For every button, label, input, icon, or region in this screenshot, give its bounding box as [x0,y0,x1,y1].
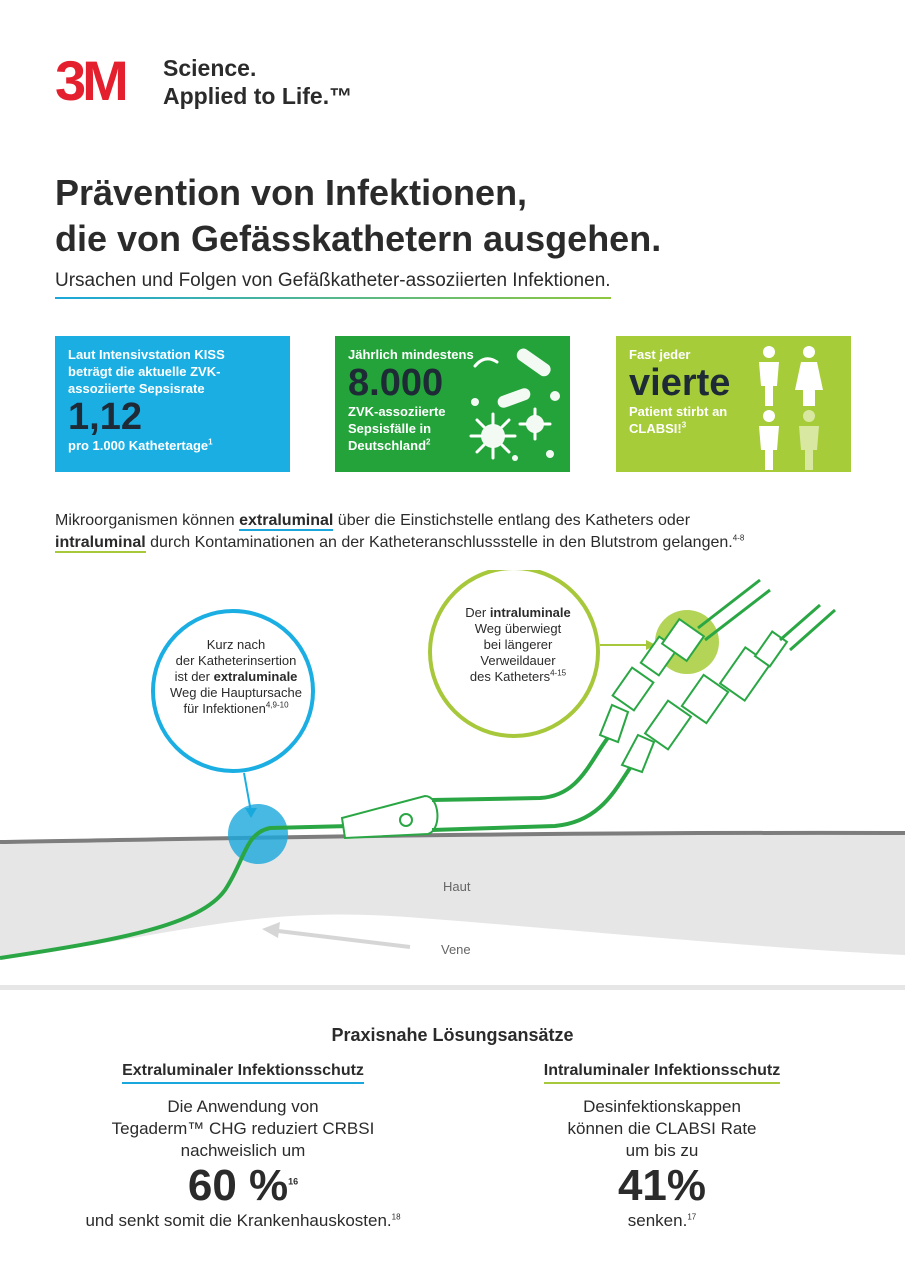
intro-ref: 4-8 [732,533,745,543]
stat-box-sepsis-rate [55,336,290,472]
solution-extraluminal [63,1062,423,1232]
stat1-bottom-text: pro 1.000 Kathetertage [68,438,209,453]
stat3-line1: Fast jeder [629,347,691,362]
bubble1-text [157,637,315,717]
tagline [163,54,352,110]
solution-left-big: 60 % [187,1161,289,1210]
stat2-value: 8.000 [348,362,444,404]
tube-end-1 [780,605,820,640]
page-title [55,170,661,262]
vein-label: Vene [441,942,471,957]
stat2-line1: Jährlich mindestens [348,347,474,362]
stat2-ref: 2 [426,437,431,447]
solution-left-t3: nachweislich um [180,1141,306,1160]
intro-extraluminal: extraluminal [239,512,334,529]
intro-paragraph [55,510,855,554]
stat-box-sepsis-cases [335,336,570,472]
stat1-value: 1,12 [68,396,142,438]
stat2-line3: Sepsisfälle in [348,421,432,436]
bubble1-l5 [157,701,315,717]
bubble1-l4: Weg die Hauptursache [169,685,302,700]
solution-left-t1: Die Anwendung von [167,1097,319,1116]
bubble1-l1: Kurz nach [206,637,266,652]
intro-part1: Mikroorganismen können [55,512,240,529]
bubble2-l3: bei längerer [483,637,553,652]
stat3-value: vierte [629,362,731,404]
solution-right-t2: können die CLABSI Rate [567,1119,757,1138]
solution-left-t4-text: und senkt somit die Krankenhauskosten. [85,1211,392,1230]
tagline-line2: Applied to Life.™ [163,83,353,109]
stat3-line3 [629,420,838,437]
bubble1-l2: der Katheterinsertion [175,653,297,668]
solution-left-big-ref: 16 [288,1176,299,1187]
stat3-ref: 3 [681,420,687,430]
intro-part3: durch Kontaminationen an der Katheteranschlussstelle in den Blutstrom gelangen. [145,534,733,551]
3m-logo-text: 3M [55,56,125,106]
stat1-line1: Laut Intensivstation KISS [68,347,225,362]
stat-box-mortality [616,336,851,472]
stat3-line2: Patient stirbt an [629,404,728,419]
bubble2-l5-text: des Katheters [469,669,551,684]
catheter-hub [342,796,437,838]
bubble2-l1 [448,605,588,621]
solution-left-t4-ref: 18 [391,1212,401,1222]
bubble2-l4: Verweildauer [480,653,556,668]
stat3-line3-text: CLABSI! [629,421,682,436]
bubble2-l1b: intraluminale [489,605,571,620]
bubble2-l5 [448,669,588,685]
tube-end-2 [790,610,835,650]
bubble1-l5-text: für Infektionen [183,701,266,716]
intro-intraluminal: intraluminal [55,534,146,551]
title-line1: Prävention von Infektionen, [55,172,528,213]
solution-intraluminal [482,1062,842,1232]
stat2-line4-text: Deutschland [348,438,427,453]
solutions-title: Praxisnahe Lösungsansätze [331,1025,574,1045]
lumen-upper [432,735,610,800]
intro-part2: über die Einstichstelle entlang des Katheters oder [333,512,691,529]
solution-right-t4-ref: 17 [687,1212,697,1222]
stat1-line2: beträgt die aktuelle ZVK- [68,364,221,379]
solution-left-t2: Tegaderm™ CHG reduziert CRBSI [111,1119,375,1138]
title-line2: die von Gefässkathetern ausgehen. [55,218,662,259]
bubble2-ref: 4-15 [550,668,567,678]
stat2-line4 [348,437,557,454]
bubble2-text [448,605,588,685]
solution-right-t4 [482,1210,842,1232]
skin-label: Haut [443,879,471,894]
stat1-bottom [68,437,277,454]
bubble1-ref: 4,9-10 [265,700,289,710]
stat2-line2: ZVK-assoziierte [348,404,446,419]
bubble2-l2: Weg überwiegt [474,621,562,636]
stat1-line3: assoziierte Sepsisrate [68,381,205,396]
bubble1-l3 [157,669,315,685]
solution-right-big: 41% [617,1161,707,1210]
bubble1-l3a: ist der [174,669,214,684]
solution-left-value [63,1162,423,1210]
tagline-line1: Science. [163,55,257,81]
solution-right-text [482,1096,842,1162]
bubble2-l1a: Der [465,605,490,620]
solution-left-text [63,1096,423,1162]
solution-right-heading: Intraluminaler Infektionsschutz [544,1062,780,1084]
bubble1-l3b: extraluminale [213,669,298,684]
solution-right-t3: um bis zu [625,1141,699,1160]
solution-right-t4-text: senken. [627,1211,688,1230]
solution-left-t4 [63,1210,423,1232]
page-subtitle: Ursachen und Folgen von Gefäßkatheter-assoziierten Infektionen. [55,270,611,291]
3m-logo [55,56,151,106]
solution-right-t1: Desinfektionskappen [583,1097,741,1116]
solution-left-heading: Extraluminaler Infektionsschutz [122,1062,364,1084]
stat1-ref: 1 [208,437,213,447]
